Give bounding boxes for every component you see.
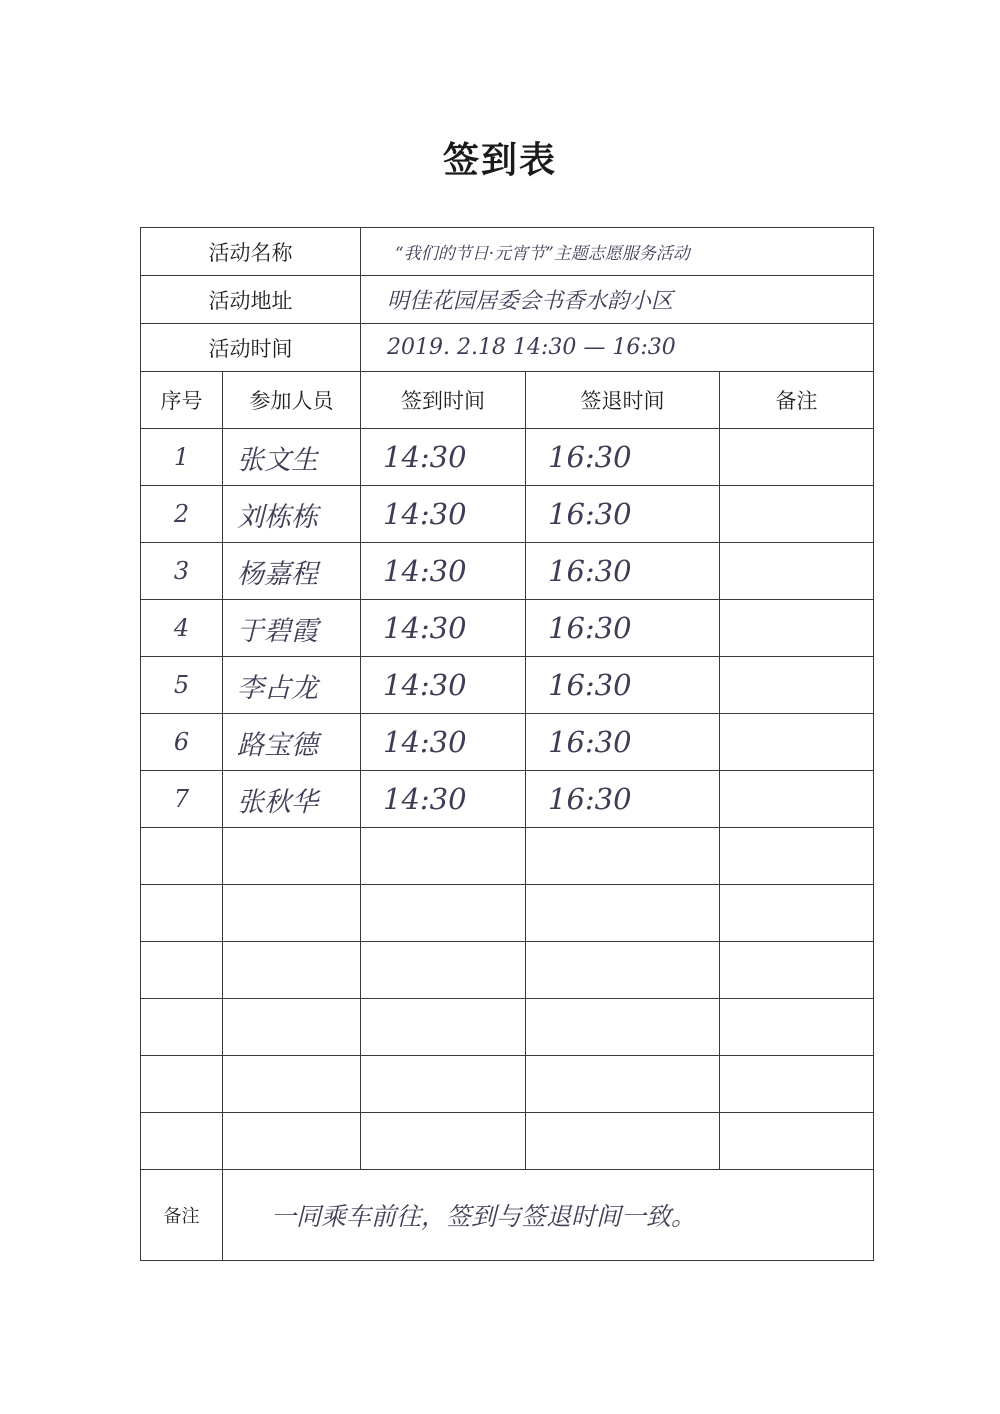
row-seq	[141, 942, 223, 999]
column-header-row	[141, 372, 874, 429]
row-seq	[141, 828, 223, 885]
header-sign-in: 签到时间	[361, 372, 526, 429]
row-sign-out-time: 16:30	[526, 543, 720, 600]
activity-address-value: 明佳花园居委会书香水韵小区	[361, 276, 874, 324]
row-participant-signature: 于碧霞	[223, 600, 361, 657]
row-remark	[720, 486, 874, 543]
sign-in-table	[140, 227, 874, 1261]
row-sign-out-time	[526, 1056, 720, 1113]
row-sign-out-time: 16:30	[526, 600, 720, 657]
table-row	[141, 657, 874, 714]
table-row	[141, 1113, 874, 1170]
activity-name-row	[141, 228, 874, 276]
header-remarks: 备注	[720, 372, 874, 429]
activity-time-label: 活动时间	[141, 324, 361, 372]
row-remark	[720, 600, 874, 657]
row-seq: 1	[141, 429, 223, 486]
activity-time-row	[141, 324, 874, 372]
row-sign-out-time: 16:30	[526, 657, 720, 714]
row-sign-in-time: 14:30	[361, 486, 526, 543]
footer-note-label: 备注	[141, 1170, 223, 1261]
row-participant-signature: 杨嘉程	[223, 543, 361, 600]
header-seq: 序号	[141, 372, 223, 429]
row-sign-out-time	[526, 999, 720, 1056]
row-remark	[720, 999, 874, 1056]
footer-note-value: 一同乘车前往，签到与签退时间一致。	[223, 1170, 874, 1261]
table-row	[141, 429, 874, 486]
table-row	[141, 885, 874, 942]
row-seq	[141, 999, 223, 1056]
row-sign-out-time: 16:30	[526, 771, 720, 828]
table-row	[141, 828, 874, 885]
row-participant-signature	[223, 1056, 361, 1113]
row-participant-signature: 张秋华	[223, 771, 361, 828]
table-row	[141, 1056, 874, 1113]
row-remark	[720, 771, 874, 828]
row-remark	[720, 828, 874, 885]
row-seq	[141, 1056, 223, 1113]
row-remark	[720, 657, 874, 714]
footer-note-row	[141, 1170, 874, 1261]
row-participant-signature	[223, 885, 361, 942]
row-seq: 5	[141, 657, 223, 714]
row-seq: 6	[141, 714, 223, 771]
table-row	[141, 771, 874, 828]
row-sign-out-time: 16:30	[526, 714, 720, 771]
row-seq: 4	[141, 600, 223, 657]
row-participant-signature: 张文生	[223, 429, 361, 486]
row-remark	[720, 543, 874, 600]
table-row	[141, 999, 874, 1056]
row-seq: 3	[141, 543, 223, 600]
page-title: 签到表	[442, 140, 557, 181]
row-participant-signature: 李占龙	[223, 657, 361, 714]
row-sign-out-time: 16:30	[526, 429, 720, 486]
table-row	[141, 600, 874, 657]
activity-address-row	[141, 276, 874, 324]
row-remark	[720, 942, 874, 999]
row-sign-in-time: 14:30	[361, 657, 526, 714]
row-participant-signature: 刘栋栋	[223, 486, 361, 543]
row-sign-out-time	[526, 885, 720, 942]
table-row	[141, 486, 874, 543]
row-sign-in-time	[361, 885, 526, 942]
row-sign-out-time	[526, 1113, 720, 1170]
row-seq	[141, 885, 223, 942]
table-rows	[141, 429, 874, 1170]
row-participant-signature: 路宝德	[223, 714, 361, 771]
activity-address-label: 活动地址	[141, 276, 361, 324]
row-sign-in-time	[361, 1056, 526, 1113]
row-participant-signature	[223, 828, 361, 885]
row-sign-in-time	[361, 999, 526, 1056]
row-sign-in-time: 14:30	[361, 600, 526, 657]
header-participant: 参加人员	[223, 372, 361, 429]
row-sign-in-time	[361, 828, 526, 885]
row-remark	[720, 1113, 874, 1170]
activity-name-value: “我们的节日·元宵节”主题志愿服务活动	[361, 228, 874, 276]
table-row	[141, 714, 874, 771]
row-participant-signature	[223, 1113, 361, 1170]
row-sign-out-time: 16:30	[526, 486, 720, 543]
row-sign-in-time: 14:30	[361, 429, 526, 486]
row-remark	[720, 429, 874, 486]
row-sign-in-time	[361, 942, 526, 999]
row-seq	[141, 1113, 223, 1170]
row-sign-in-time: 14:30	[361, 714, 526, 771]
activity-time-value: 2019. 2.18 14:30 — 16:30	[361, 324, 874, 372]
activity-name-label: 活动名称	[141, 228, 361, 276]
row-participant-signature	[223, 942, 361, 999]
row-sign-out-time	[526, 942, 720, 999]
table-row	[141, 543, 874, 600]
row-sign-in-time	[361, 1113, 526, 1170]
row-remark	[720, 1056, 874, 1113]
row-remark	[720, 714, 874, 771]
row-seq: 2	[141, 486, 223, 543]
row-sign-out-time	[526, 828, 720, 885]
table-row	[141, 942, 874, 999]
row-remark	[720, 885, 874, 942]
row-seq: 7	[141, 771, 223, 828]
row-sign-in-time: 14:30	[361, 771, 526, 828]
row-participant-signature	[223, 999, 361, 1056]
row-sign-in-time: 14:30	[361, 543, 526, 600]
header-sign-out: 签退时间	[526, 372, 720, 429]
